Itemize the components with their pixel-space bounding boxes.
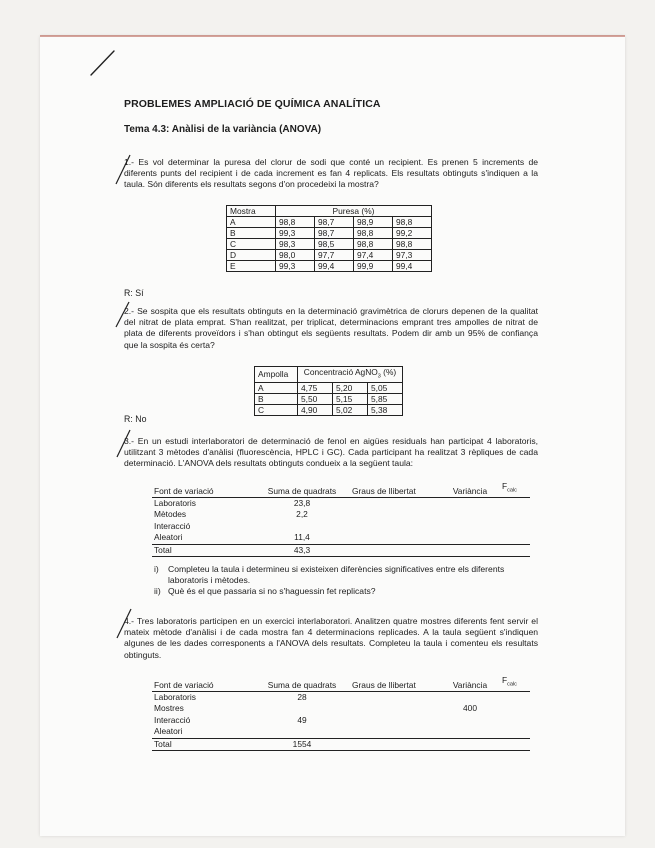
fcalc (500, 692, 530, 704)
variance (440, 692, 500, 704)
problem-2-text: Se sospita que els resultats obtinguts en la determinació gravimètrica de clorurs depenen de la qualitat del nitrat de plata emprat. S'han realitzat, per triplicat, determinacions emprant tres ampolles de nitrat de plata de diferents proveïdors i s'han obtingut els següents resultats. Podem dir amb un 95% de confiança que la sospita és certa? (124, 306, 539, 350)
cell: 97,4 (354, 250, 393, 261)
cell: 99,9 (354, 261, 393, 272)
problem-3-text: En un estudi interlaboratori de determinació de fenol en aigües residuals han participat 4 laboratoris, utilitzant 3 mètodes d'anàlisi (fluorescència, HPLC i GC). Cada participant ha realitzat 3 rèpliques de cada determinació. L'ANOVA dels resultats obtinguts condueix a la següent taula: (124, 436, 539, 469)
row-label: A (255, 382, 298, 393)
top-edge-line (40, 35, 625, 37)
cell: 98,5 (315, 239, 354, 250)
cell: 98,8 (354, 239, 393, 250)
question-text: Completeu la taula i determineu si existeixen diferències significatives entre els diferents laboratoris i mètodes. (168, 564, 505, 585)
anova4-header-source: Font de variació (152, 675, 254, 692)
source-label: Mostres (154, 703, 184, 714)
anova4-header-dof: Graus de llibertat (350, 675, 440, 692)
sum-squares (254, 521, 350, 532)
anova3-header-dof: Graus de llibertat (350, 481, 440, 498)
problem-4-text: Tres laboratoris participen en un exercici interlaboratori. Analitzen quatre mostres diferents fent servir el mateix mètode d'anàlisi i de cada mostra fan 4 determinacions replicades. A la taula següent s'indiquen algunes de les dades corresponents a l'ANOVA dels resultats. Completeu la taula i comenteu els resultats obtinguts. (124, 616, 538, 660)
dof (350, 692, 440, 704)
table-row (152, 715, 530, 726)
row-label: D (227, 250, 276, 261)
cell: 98,3 (276, 239, 315, 250)
source-label: Aleatori (154, 726, 183, 737)
problem-2 (124, 306, 538, 351)
anova4-header-sum-squares: Suma de quadrats (254, 675, 350, 692)
cell: 5,05 (368, 382, 403, 393)
dof (350, 703, 440, 714)
dof (350, 521, 440, 532)
fcalc (500, 715, 530, 726)
table-row (152, 509, 530, 520)
problem-1 (124, 157, 538, 191)
question-item (154, 564, 534, 586)
table-row (227, 250, 432, 261)
cell: 5,20 (333, 382, 368, 393)
variance (440, 715, 500, 726)
cell: 4,75 (298, 382, 333, 393)
fcalc (500, 726, 530, 738)
variance (440, 521, 500, 532)
anova-table-3 (152, 481, 530, 557)
table-row (255, 382, 403, 393)
sum-squares: 23,8 (293, 498, 311, 509)
row-label: E (227, 261, 276, 272)
cell: 98,7 (315, 228, 354, 239)
purity-table (226, 205, 432, 272)
cell: 99,3 (276, 228, 315, 239)
sum-squares: 28 (297, 692, 307, 703)
question-label: i) (154, 564, 159, 574)
problem-1-answer: R: Sí (124, 288, 144, 298)
cell: 5,15 (333, 393, 368, 404)
cell: 5,50 (298, 393, 333, 404)
cell: 98,0 (276, 250, 315, 261)
source-label: Interacció (154, 520, 191, 531)
problem-2-answer: R: No (124, 414, 147, 424)
source-label: Mètodes (154, 509, 187, 520)
table-row (227, 228, 432, 239)
question-text: Què és el que passaria si no s'haguessin fet replicats? (168, 586, 376, 596)
variance (440, 532, 500, 544)
cell: 99,3 (276, 261, 315, 272)
sum-squares: 11,4 (294, 532, 310, 543)
cell: 98,8 (393, 217, 432, 228)
table-row (152, 521, 530, 532)
variance: 400 (463, 703, 477, 714)
dof (350, 715, 440, 726)
anova4-header-fcalc: $F_{calc}$ (500, 675, 530, 692)
cell: 5,38 (368, 404, 403, 415)
agno3-header-concentration: Concentració AgNO$_3$ (%) (298, 367, 403, 383)
purity-header-sample: Mostra (227, 206, 276, 217)
problem-3-questions (154, 564, 534, 597)
agno3-header-bottle: Ampolla (255, 367, 298, 383)
fcalc (500, 509, 530, 520)
table-row (152, 692, 530, 704)
dof (350, 509, 440, 520)
variance (440, 726, 500, 738)
row-label: B (227, 228, 276, 239)
table-row (152, 532, 530, 544)
problem-3 (124, 436, 538, 470)
variance (440, 509, 500, 520)
cell: 4,90 (298, 404, 333, 415)
document-title: PROBLEMES AMPLIACIÓ DE QUÍMICA ANALÍTICA (124, 98, 381, 110)
sum-squares (254, 726, 350, 738)
table-row-total (152, 738, 530, 750)
table-row (227, 217, 432, 228)
source-label: Laboratoris (154, 692, 196, 703)
anova3-header-source: Font de variació (152, 481, 254, 498)
cell: 99,2 (393, 228, 432, 239)
problem-1-number: 1.- (124, 157, 135, 167)
cell: 98,8 (354, 228, 393, 239)
variance (440, 498, 500, 510)
source-label: Aleatori (154, 532, 183, 543)
row-label: C (255, 404, 298, 415)
fcalc (500, 521, 530, 532)
table-row-total (152, 544, 530, 556)
total-sum-squares: 43,3 (254, 544, 350, 556)
problem-4-number: 4.- (124, 616, 135, 626)
problem-2-number: 2.- (124, 306, 135, 316)
total-label: Total (152, 544, 254, 556)
document-subtitle: Tema 4.3: Anàlisi de la variància (ANOVA) (124, 124, 322, 135)
cell: 97,7 (315, 250, 354, 261)
table-row (152, 726, 530, 738)
table-row (227, 261, 432, 272)
question-item (154, 586, 534, 597)
cell: 5,02 (333, 404, 368, 415)
dof (350, 726, 440, 738)
source-label: Laboratoris (154, 498, 196, 509)
cell: 98,7 (315, 217, 354, 228)
sum-squares: 2,2 (296, 509, 308, 520)
dof (350, 498, 440, 510)
dof (350, 532, 440, 544)
total-sum-squares: 1554 (254, 738, 350, 750)
problem-1-text: Es vol determinar la puresa del clorur de sodi que conté un recipient. Es prenen 5 increments de diferents punts del recipient i de cada increment es fan 4 replicats. Els resultats obtinguts s'indiquen a la taula. Són diferents els resultats segons d'on procedeixi la mostra? (124, 157, 539, 190)
sum-squares (254, 703, 350, 714)
total-label: Total (152, 738, 254, 750)
pen-slash-mark (88, 48, 118, 78)
cell: 5,85 (368, 393, 403, 404)
table-row (152, 498, 530, 510)
anova3-header-variance: Variància (440, 481, 500, 498)
table-row (227, 239, 432, 250)
cell: 98,9 (354, 217, 393, 228)
row-label: B (255, 393, 298, 404)
anova3-header-sum-squares: Suma de quadrats (254, 481, 350, 498)
problem-4 (124, 616, 538, 661)
purity-header-value: Puresa (%) (276, 206, 432, 217)
row-label: A (227, 217, 276, 228)
anova-table-4 (152, 675, 530, 751)
fcalc (500, 498, 530, 510)
table-row (152, 703, 530, 714)
silver-nitrate-table (254, 366, 403, 416)
sum-squares: 49 (297, 714, 307, 725)
fcalc (500, 532, 530, 544)
fcalc (500, 703, 530, 714)
cell: 98,8 (393, 239, 432, 250)
anova4-header-variance: Variància (440, 675, 500, 692)
table-row (255, 404, 403, 415)
anova3-header-fcalc: $F_{calc}$ (500, 481, 530, 498)
source-label: Interacció (154, 714, 191, 725)
table-row (255, 393, 403, 404)
cell: 99,4 (315, 261, 354, 272)
cell: 99,4 (393, 261, 432, 272)
question-label: ii) (154, 586, 161, 596)
problem-3-number: 3.- (124, 436, 135, 446)
row-label: C (227, 239, 276, 250)
cell: 97,3 (393, 250, 432, 261)
cell: 98,8 (276, 217, 315, 228)
